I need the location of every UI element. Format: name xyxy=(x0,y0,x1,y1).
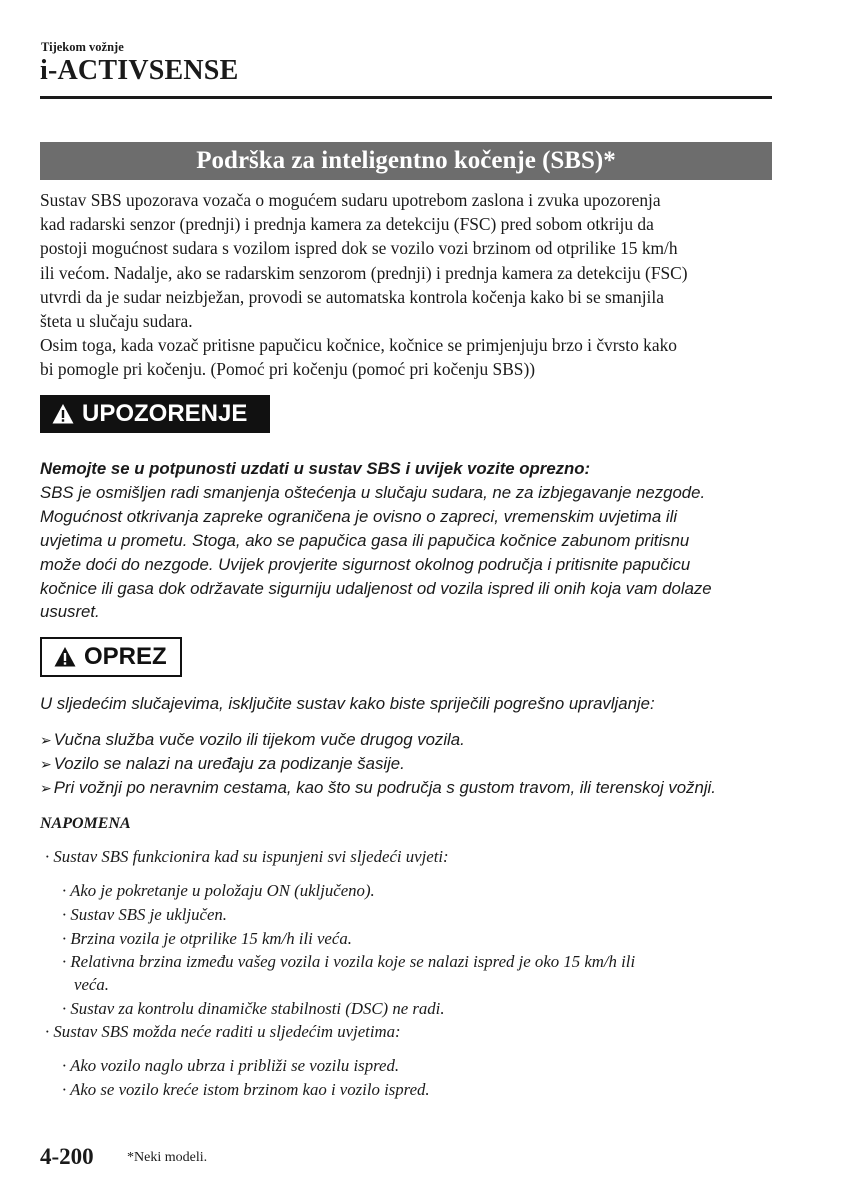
header-divider xyxy=(40,96,772,99)
intro-line: postoji mogućnost sudara s vozilom ispred dok se vozilo vozi brzinom od otprilike 15 km/h xyxy=(40,238,678,259)
caution-item xyxy=(40,778,716,798)
chapter-title: i-ACTIVSENSE xyxy=(40,55,239,86)
warning-line: Mogućnost otkrivanja zapreke ograničena je ovisno o zapreci, vremenskim uvjetima ili xyxy=(40,507,678,526)
limit-text: Ako vozilo naglo ubrza i približi se vozilu ispred. xyxy=(70,1056,400,1075)
caution-item-text: Pri vožnji po neravnim cestama, kao što su područja s gustom travom, ili terenskoj vožnji. xyxy=(53,778,716,797)
condition-item xyxy=(62,881,375,901)
condition-text: Brzina vozila je otprilike 15 km/h ili veća. xyxy=(70,929,352,948)
condition-item xyxy=(62,999,445,1019)
warning-label: UPOZORENJE xyxy=(82,400,248,427)
note-item-text: Sustav SBS funkcionira kad su ispunjeni svi sljedeći uvjeti: xyxy=(53,847,449,866)
condition-text: Relativna brzina između vašeg vozila i vozila koje se nalazi ispred je oko 15 km/h ili xyxy=(70,952,636,971)
section-title: Podrška za inteligentno kočenje (SBS)* xyxy=(196,147,616,174)
warning-line: SBS je osmišljen radi smanjenja oštećenja u slučaju sudara, ne za izbjegavanje nezgode. xyxy=(40,483,706,502)
intro-paragraph xyxy=(40,188,780,382)
caution-badge xyxy=(40,637,182,677)
dot-bullet-icon: · xyxy=(45,1022,50,1041)
dot-bullet-icon: · xyxy=(62,1080,67,1099)
dot-bullet-icon: · xyxy=(62,905,67,924)
note-item xyxy=(45,1022,401,1042)
warning-line: kočnice ili gasa dok održavate sigurniju udaljenost od vozila ispred ili onih koja vam dolaze xyxy=(40,579,712,598)
warning-line: uvjetima u prometu. Stoga, ako se papučica gasa ili papučica kočnice zabunom pritisnu xyxy=(40,531,690,550)
caution-item xyxy=(40,730,465,750)
condition-item xyxy=(62,905,227,925)
caution-item-text: Vozilo se nalazi na uređaju za podizanje šasije. xyxy=(53,754,405,773)
warning-badge xyxy=(40,395,270,433)
condition-text: Sustav SBS je uključen. xyxy=(70,905,227,924)
limit-text: Ako se vozilo kreće istom brzinom kao i vozilo ispred. xyxy=(70,1080,430,1099)
warning-heading: Nemojte se u potpunosti uzdati u sustav SBS i uvijek vozite oprezno: xyxy=(40,459,591,478)
condition-item xyxy=(62,952,635,972)
dot-bullet-icon: · xyxy=(62,999,67,1018)
warning-triangle-icon xyxy=(54,646,76,668)
caution-item-text: Vučna služba vuče vozilo ili tijekom vuče drugog vozila. xyxy=(53,730,465,749)
caution-item xyxy=(40,754,405,774)
caution-label: OPREZ xyxy=(84,643,167,670)
dot-bullet-icon: · xyxy=(62,952,67,971)
condition-continuation: veća. xyxy=(74,975,109,994)
dot-bullet-icon: · xyxy=(62,929,67,948)
intro-line: bi pomogle pri kočenju. (Pomoć pri kočenju (pomoć pri kočenju SBS)) xyxy=(40,359,536,380)
note-heading: NAPOMENA xyxy=(40,815,131,832)
footnote: *Neki modeli. xyxy=(127,1150,208,1165)
intro-line: Osim toga, kada vozač pritisne papučicu kočnice, kočnice se primjenjuju brzo i čvrsto kako xyxy=(40,335,677,356)
dot-bullet-icon: · xyxy=(45,847,50,866)
intro-line: ili većom. Nadalje, ako se radarskim senzorom (prednji) i prednja kamera za detekciju (FSC) xyxy=(40,262,688,283)
dot-bullet-icon: · xyxy=(62,1056,67,1075)
warning-triangle-icon xyxy=(52,403,74,425)
section-title-bar xyxy=(40,142,772,180)
limit-item xyxy=(62,1080,430,1100)
note-item xyxy=(45,847,449,867)
condition-item xyxy=(62,929,352,949)
intro-line: Sustav SBS upozorava vozača o mogućem sudaru upotrebom zaslona i zvuka upozorenja xyxy=(40,190,661,210)
condition-text: Sustav za kontrolu dinamičke stabilnosti (DSC) ne radi. xyxy=(70,999,445,1018)
condition-text: Ako je pokretanje u položaju ON (uključeno). xyxy=(70,881,375,900)
intro-line: utvrdi da je sudar neizbježan, provodi se automatska kontrola kočenja kako bi se smanjila xyxy=(40,286,664,307)
section-label: Tijekom vožnje xyxy=(41,40,124,54)
warning-line: ususret. xyxy=(40,602,100,621)
warning-line: može doći do nezgode. Uvijek provjerite sigurnost okolnog područja i pritisnite papučicu xyxy=(40,555,691,574)
page-number: 4-200 xyxy=(40,1144,94,1169)
note-item-text: Sustav SBS možda neće raditi u sljedećim uvjetima: xyxy=(53,1022,401,1041)
dot-bullet-icon: · xyxy=(62,881,67,900)
intro-line: šteta u slučaju sudara. xyxy=(40,311,193,332)
arrow-bullet-icon: ➢ xyxy=(40,780,52,796)
arrow-bullet-icon: ➢ xyxy=(40,732,52,748)
limit-item xyxy=(62,1056,399,1076)
arrow-bullet-icon: ➢ xyxy=(40,756,52,772)
intro-line: kad radarski senzor (prednji) i prednja kamera za detekciju (FSC) pred sobom otkriju da xyxy=(40,214,654,235)
caution-intro: U sljedećim slučajevima, isključite sustav kako biste spriječili pogrešno upravljanje: xyxy=(40,694,655,713)
